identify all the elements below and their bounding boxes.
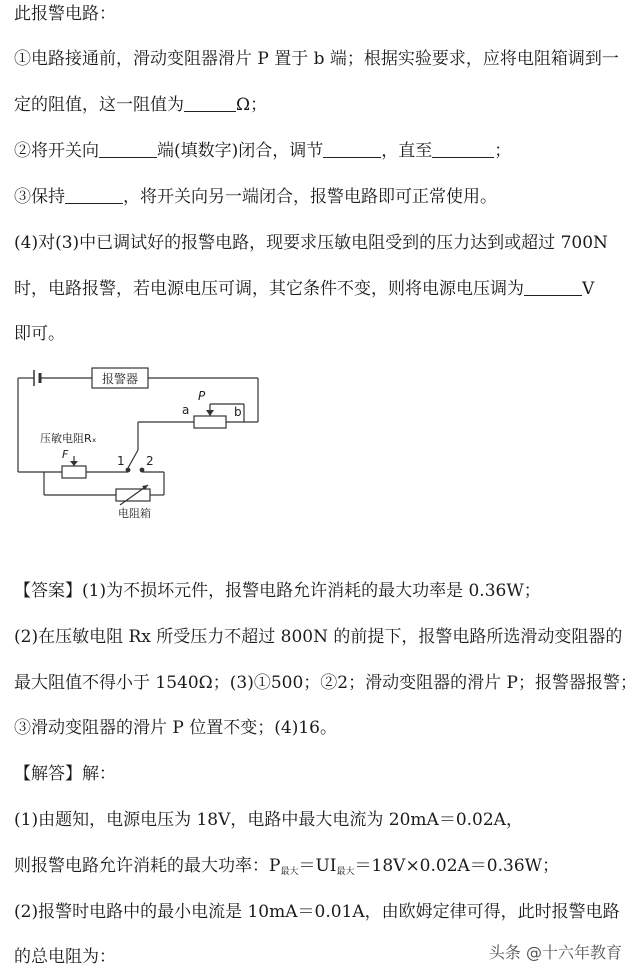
label-b: b — [234, 405, 242, 419]
switch-contact-2 — [140, 468, 144, 472]
question4-line-a: (4)对(3)中已调试好的报警电路，现要求压敏电阻受到的压力达到或超过 700N — [14, 233, 608, 253]
force-arrow-icon — [70, 461, 78, 466]
solution-heading: 【解答】解： — [14, 764, 116, 784]
slider-arrow-icon — [206, 410, 214, 416]
label-a: a — [182, 403, 190, 417]
solution-line-2: 则报警电路允许消耗的最大功率：$P_{最大}=UI_{最大}=18V\times 0.02A=0.36W$； — [14, 856, 560, 877]
circuit-diagram — [14, 360, 274, 520]
step1-line-a: ①电路接通前，滑动变阻器滑片 P 置于 b 端；根据实验要求，应将电阻箱调到一 — [14, 49, 619, 69]
answer-blank-keep[interactable] — [65, 185, 123, 204]
label-2: 2 — [146, 454, 154, 468]
answer-blank-resistance[interactable] — [184, 93, 236, 112]
answer-line-2: (2)在压敏电阻 Rx 所受压力不超过 800N 的前提下，报警电路所选滑动变阻器的 — [14, 627, 623, 647]
label-p: P — [198, 389, 206, 403]
rheostat-body — [194, 416, 226, 428]
answer-blank-adjust[interactable] — [323, 139, 381, 158]
question4-line-c: 即可。 — [14, 324, 65, 344]
step2-line: ②将开关向 端(填数字)闭合，调节 ，直至 ； — [14, 141, 512, 161]
answer-line-1: 【答案】(1)为不损坏元件，报警电路允许消耗的最大功率是 0.36W； — [14, 581, 541, 601]
solution-line-1: (1)由题知，电源电压为 18V，电路中最大电流为 20mA＝0.02A， — [14, 810, 523, 830]
switch-contact-1 — [126, 468, 130, 472]
solution-line-3: (2)报警时电路中的最小电流是 10mA＝0.01A，由欧姆定律可得，此时报警电路 — [14, 902, 620, 922]
label-1: 1 — [117, 454, 125, 468]
solution-line-4: 的总电阻为： — [14, 947, 116, 967]
switch-blade — [128, 450, 138, 468]
alarm-label: 报警器 — [101, 372, 139, 386]
answer-blank-switch-end[interactable] — [99, 139, 157, 158]
step3-line: ③保持 ，将开关向另一端闭合，报警电路即可正常使用。 — [14, 187, 497, 207]
box-label: 电阻箱 — [118, 507, 151, 520]
intro-text: 此报警电路： — [14, 4, 116, 24]
answer-line-4: ③滑动变阻器的滑片 P 位置不变；(4)16。 — [14, 718, 337, 738]
answer-blank-until[interactable] — [432, 139, 494, 158]
step1-line-b: 定的阻值，这一阻值为 Ω； — [14, 95, 268, 115]
sensor-label: 压敏电阻Rₓ — [40, 432, 97, 445]
watermark: 头条 @十六年教育 — [488, 943, 622, 962]
pressure-sensor — [62, 466, 86, 478]
question4-line-b: 时，电路报警，若电源电压可调，其它条件不变，则将电源电压调为 V — [14, 279, 595, 299]
answer-line-3: 最大阻值不得小于 1540Ω；(3)①500；②2；滑动变阻器的滑片 P；报警器报警； — [14, 673, 637, 693]
answer-blank-voltage[interactable] — [524, 277, 582, 296]
label-f: F — [62, 448, 69, 461]
